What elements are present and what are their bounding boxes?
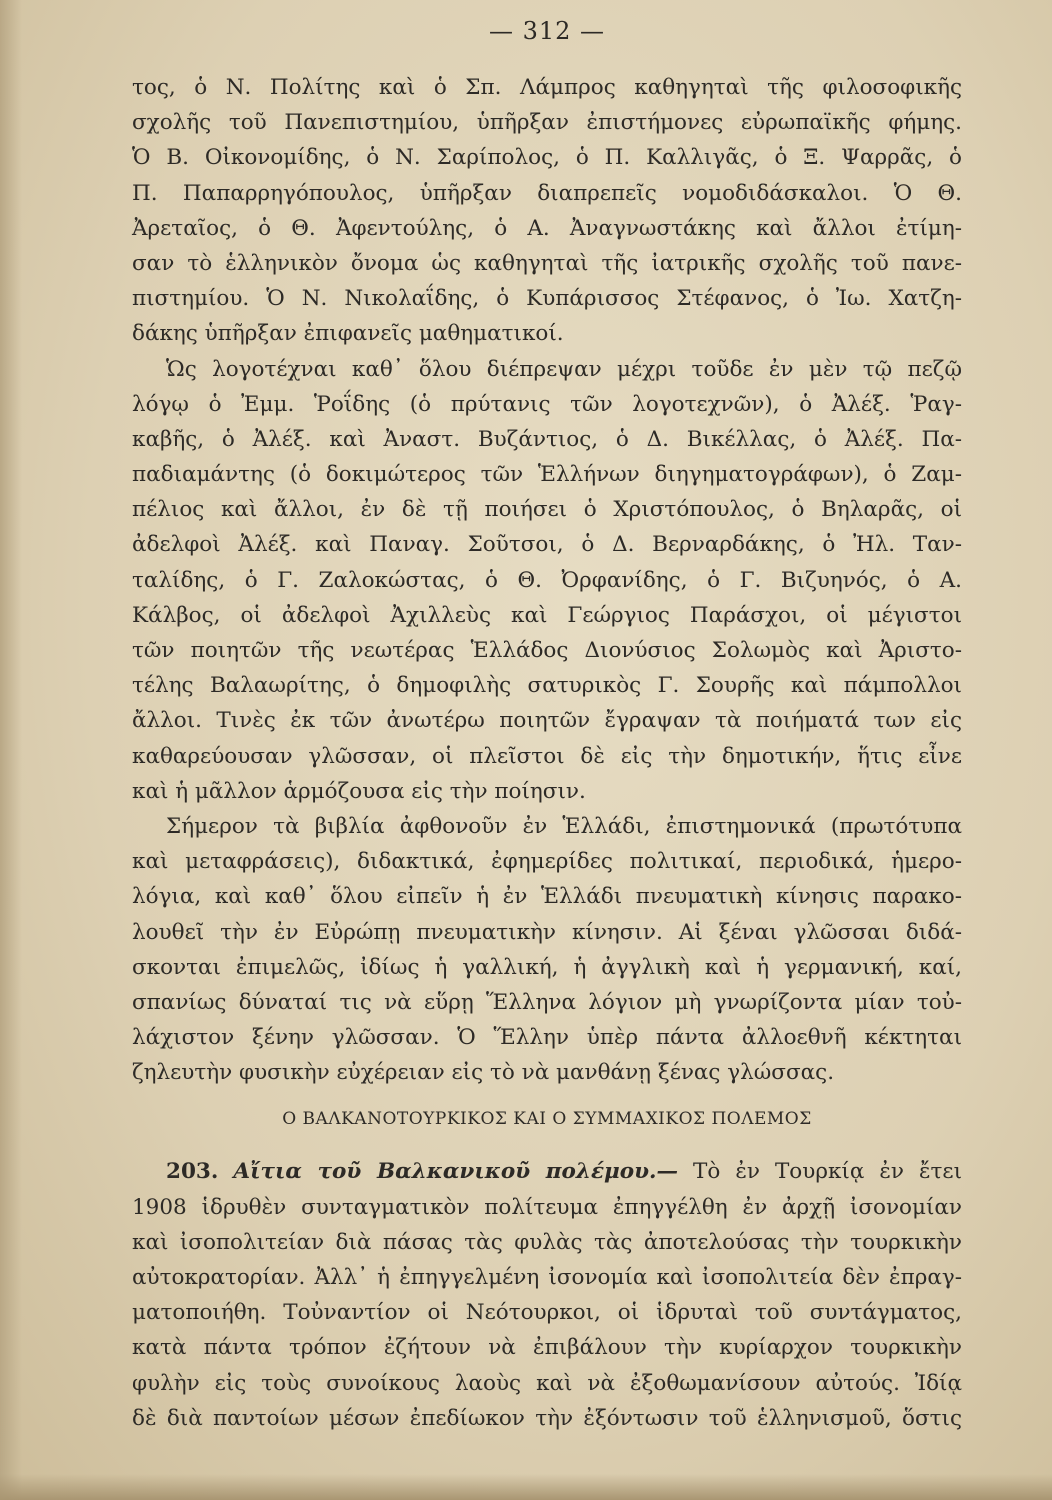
text-line: ζηλευτὴν φυσικὴν εὐχέρειαν εἰς τὸ νὰ μανθάνῃ ξένας γλώσσας. [132, 1060, 835, 1086]
text-line: σαν τὸ ἑλληνικὸν ὄνομα ὡς καθηγηταὶ τῆς ἰατρικῆς σχολῆς τοῦ πανε- [132, 250, 962, 276]
text-line: καὶ μεταφράσεις), διδακτικά, ἐφημερίδες πολιτικαί, περιοδικά, ἡμερο- [132, 849, 962, 875]
text-line [132, 1154, 962, 1189]
text-line: ἀδελφοὶ Ἀλέξ. καὶ Παναγ. Σοῦτσοι, ὁ Δ. Βερναρδάκης, ὁ Ἠλ. Ταν- [132, 532, 962, 558]
text-line: Π. Παπαρρηγόπουλος, ὑπῆρξαν διαπρεπεῖς νομοδιδάσκαλοι. Ὁ Θ. [132, 180, 962, 206]
text-line: Ὁ Β. Οἰκονομίδης, ὁ Ν. Σαρίπολος, ὁ Π. Καλλιγᾶς, ὁ Ξ. Ψαρρᾶς, ὁ [132, 145, 962, 171]
paragraph-number: 203. [166, 1159, 219, 1185]
text-line: τῶν ποιητῶν τῆς νεωτέρας Ἑλλάδος Διονύσιος Σολωμὸς καὶ Ἀριστο- [132, 638, 962, 663]
page-left-shadow [0, 0, 22, 1500]
text-fragment: Τὸ ἐν Τουρκίᾳ ἐν ἔτει [693, 1159, 962, 1185]
text-line: λάχιστον ξένην γλῶσσαν. Ὁ Ἕλλην ὑπὲρ πάντα ἀλλοεθνῆ κέκτηται [132, 1025, 962, 1051]
text-line: 1908 ἱδρυθὲν συνταγματικὸν πολίτευμα ἐπηγγέλθη ἐν ἀρχῇ ἰσονομίαν [132, 1194, 962, 1220]
text-line: καὶ ἰσοπολιτείαν διὰ πάσας τὰς φυλὰς τὰς ἀποτελούσας τὴν τουρκικὴν [132, 1229, 962, 1255]
paragraph-books [132, 809, 962, 1091]
paragraph-writers [132, 352, 962, 809]
text-line: σχολῆς τοῦ Πανεπιστημίου, ὑπῆρξαν ἐπιστήμονες εὐρωπαϊκῆς φήμης. [132, 110, 962, 136]
text-line: φυλὴν εἰς τοὺς συνοίκους λαοὺς καὶ νὰ ἐξοθωμανίσουν αὐτούς. Ἰδίᾳ [132, 1370, 962, 1396]
text-line: τέλης Βαλαωρίτης, ὁ δημοφιλὴς σατυρικὸς Γ. Σουρῆς καὶ πάμπολλοι [132, 673, 962, 699]
text-line: Κάλβος, οἱ ἀδελφοὶ Ἀχιλλεὺς καὶ Γεώργιος Παράσχοι, οἱ μέγιστοι [132, 602, 962, 628]
text-line: κατὰ πάντα τρόπον ἐζήτουν νὰ ἐπιβάλουν τὴν κυρίαρχον τουρκικὴν [132, 1335, 962, 1361]
text-line: Σήμερον τὰ βιβλία ἀφθονοῦν ἐν Ἑλλάδι, ἐπιστημονικά (πρωτότυπα [166, 813, 962, 839]
text-line: παδιαμάντης (ὁ δοκιμώτερος τῶν Ἑλλήνων διηγηματογράφων), ὁ Ζαμ- [132, 462, 962, 488]
page-number: — 312 — [488, 17, 606, 45]
text-line: πέλιος καὶ ἄλλοι, ἐν δὲ τῇ ποιήσει ὁ Χριστόπουλος, ὁ Βηλαρᾶς, οἱ [132, 497, 962, 523]
text-line: δὲ διὰ παντοίων μέσων ἐπεδίωκον τὴν ἐξόντωσιν τοῦ ἑλληνισμοῦ, ὅστις [132, 1405, 962, 1431]
section-heading: Ο ΒΑΛΚΑΝΟΤΟΥΡΚΙΚΟΣ ΚΑΙ Ο ΣΥΜΜΑΧΙΚΟΣ ΠΟΛΕΜΟΣ [282, 1109, 812, 1130]
text-line: ματοποιήθη. Τοὐναντίον οἱ Νεότουρκοι, οἱ ἱδρυταὶ τοῦ συντάγματος, [132, 1300, 962, 1326]
text-line: Ἀρεταῖος, ὁ Θ. Ἀφεντούλης, ὁ Α. Ἀναγνωστάκης καὶ ἄλλοι ἐτίμη- [132, 215, 962, 241]
page-content [132, 14, 962, 1436]
text-line: αὐτοκρατορίαν. Ἀλλ᾿ ἡ ἐπηγγελμένη ἰσονομία καὶ ἰσοπολιτεία δὲν ἐπραγ- [132, 1265, 962, 1290]
text-line: δάκης ὑπῆρξαν ἐπιφανεῖς μαθηματικοί. [132, 321, 564, 347]
page-bottom-shadow [0, 1474, 1052, 1500]
text-line: καθαρεύουσαν γλῶσσαν, οἱ πλεῖστοι δὲ εἰς τὴν δημοτικήν, ἥτις εἶνε [132, 743, 962, 769]
text-line: σκονται ἐπιμελῶς, ἰδίως ἡ γαλλική, ἡ ἀγγλικὴ καὶ ἡ γερμανική, καί, [132, 954, 962, 980]
paragraph-203 [132, 1154, 962, 1436]
text-line: πιστημίου. Ὁ Ν. Νικολαΐδης, ὁ Κυπάρισσος Στέφανος, ὁ Ἰω. Χατζη- [132, 286, 962, 312]
text-line: λόγῳ ὁ Ἐμμ. Ῥοΐδης (ὁ πρύτανις τῶν λογοτεχνῶν), ὁ Ἀλέξ. Ῥαγ- [132, 391, 962, 417]
text-line: καβῆς, ὁ Ἀλέξ. καὶ Ἀναστ. Βυζάντιος, ὁ Δ. Βικέλλας, ὁ Ἀλέξ. Πα- [132, 426, 962, 452]
text-line: λόγια, καὶ καθ᾿ ὅλου εἰπεῖν ἡ ἐν Ἑλλάδι πνευματικὴ κίνησις παρακο- [132, 884, 962, 910]
text-line: καὶ ἡ μᾶλλον ἁρμόζουσα εἰς τὴν ποίησιν. [132, 778, 586, 804]
text-line: σπανίως δύναταί τις νὰ εὕρῃ Ἕλληνα λόγιον μὴ γνωρίζοντα μίαν τοὐ- [132, 989, 962, 1015]
text-line: Ὡς λογοτέχναι καθ᾿ ὅλου διέπρεψαν μέχρι τοῦδε ἐν μὲν τῷ πεζῷ [166, 356, 962, 382]
paragraph-title: Αἴτια τοῦ Βαλκανικοῦ πολέμου.— [233, 1159, 678, 1185]
text-line: ταλίδης, ὁ Γ. Ζαλοκώστας, ὁ Θ. Ὀρφανίδης, ὁ Γ. Βιζυηνός, ὁ Α. [132, 567, 962, 593]
paragraph-scholars [132, 70, 962, 352]
text-line: λουθεῖ τὴν ἐν Εὐρώπῃ πνευματικὴν κίνησιν. Αἱ ξέναι γλῶσσαι διδά- [132, 919, 962, 945]
text-line: τος, ὁ Ν. Πολίτης καὶ ὁ Σπ. Λάμπρος καθηγηταὶ τῆς φιλοσοφικῆς [132, 75, 962, 100]
text-line: ἄλλοι. Τινὲς ἐκ τῶν ἀνωτέρω ποιητῶν ἔγραψαν τὰ ποιήματά των εἰς [132, 708, 962, 734]
